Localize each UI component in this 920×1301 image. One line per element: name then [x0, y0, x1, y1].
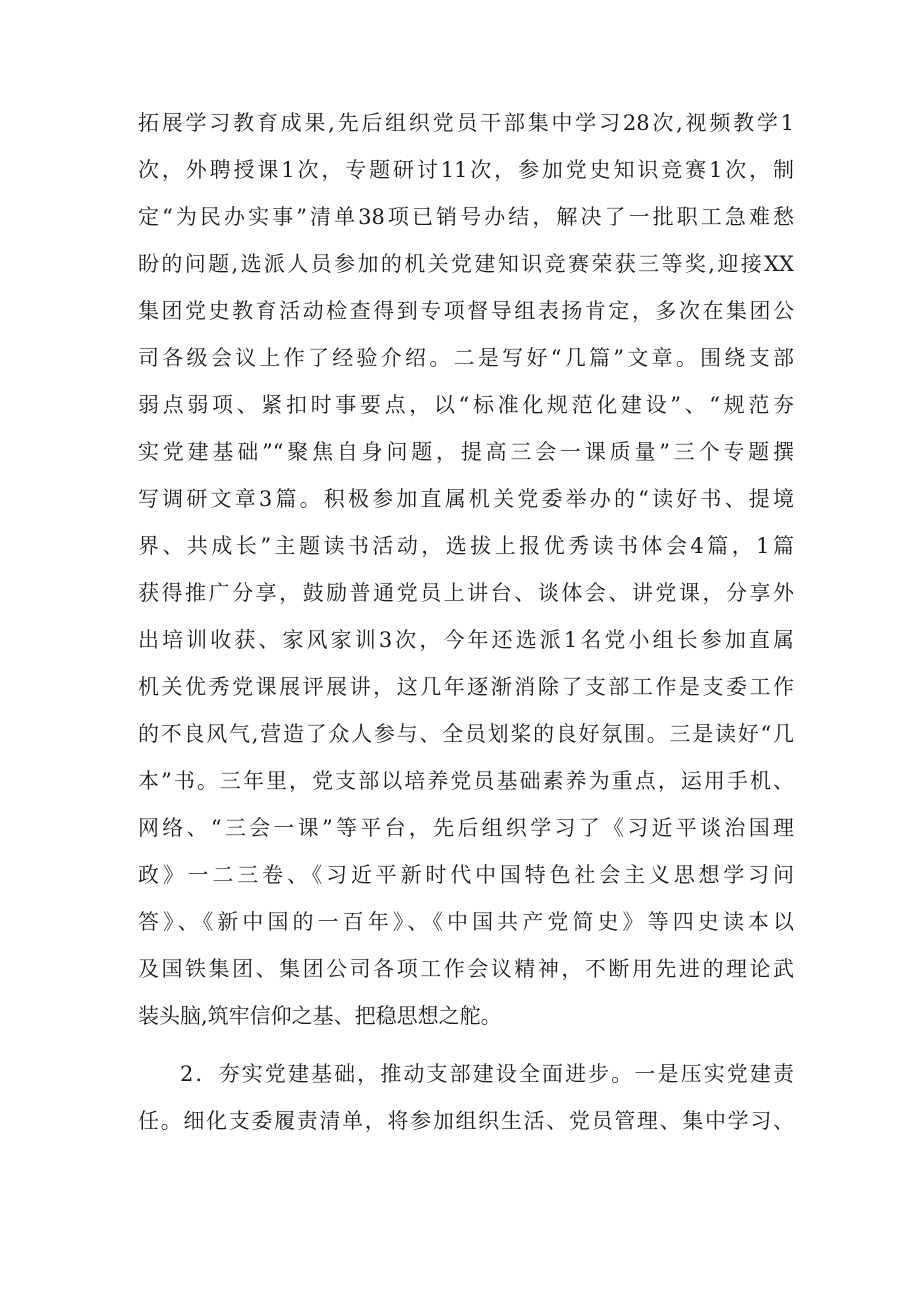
- paragraph-2-line-1: 2．夯实党建基础，推动支部建设全面进步。一是压实党建责: [180, 1062, 794, 1086]
- paragraph-1-line-2: 次，外聘授课1次，专题研讨11次，参加党史知识竞赛1次，制: [138, 158, 794, 182]
- paragraph-2-line-2: 任。细化支委履责清单，将参加组织生活、党员管理、集中学习、: [138, 1109, 794, 1133]
- paragraph-1-line-20: 装头脑,筑牢信仰之基、把稳思想之舵。: [138, 1004, 502, 1028]
- paragraph-1-line-5: 集团党史教育活动检查得到专项督导组表扬肯定，多次在集团公: [138, 299, 794, 323]
- paragraph-1-line-17: 政》一二三卷、《习近平新时代中国特色社会主义思想学习问: [138, 863, 794, 887]
- paragraph-1-line-15: 本”书。三年里，党支部以培养党员基础素养为重点，运用手机、: [138, 769, 794, 793]
- paragraph-1-line-1: 拓展学习教育成果,先后组织党员干部集中学习28次,视频教学1: [138, 111, 794, 135]
- paragraph-1-line-18: 答》、《新中国的一百年》、《中国共产党简史》等四史读本以: [138, 910, 794, 934]
- paragraph-1-line-3: 定“为民办实事”清单38项已销号办结，解决了一批职工急难愁: [138, 205, 794, 229]
- paragraph-1-line-13: 机关优秀党课展评展讲，这几年逐渐消除了支部工作是支委工作: [138, 675, 794, 699]
- paragraph-1-line-19: 及国铁集团、集团公司各项工作会议精神，不断用先进的理论武: [138, 957, 794, 981]
- paragraph-1-line-12: 出培训收获、家风家训3次，今年还选派1名党小组长参加直属: [138, 628, 794, 652]
- paragraph-1-line-4: 盼的问题,选派人员参加的机关党建知识竞赛荣获三等奖,迎接XX: [138, 252, 794, 276]
- paragraph-1-line-7: 弱点弱项、紧扣时事要点，以“标准化规范化建设”、“规范夯: [138, 393, 794, 417]
- paragraph-1-line-8: 实党建基础”“聚焦自身问题，提高三会一课质量”三个专题撰: [138, 440, 794, 464]
- paragraph-1-line-11: 获得推广分享，鼓励普通党员上讲台、谈体会、讲党课，分享外: [138, 581, 794, 605]
- paragraph-1-line-10: 界、共成长”主题读书活动，选拔上报优秀读书体会4篇，1篇: [138, 534, 794, 558]
- paragraph-1-line-14: 的不良风气,营造了众人参与、全员划桨的良好氛围。三是读好“几: [138, 722, 794, 746]
- paragraph-1-line-6: 司各级会议上作了经验介绍。二是写好“几篇”文章。围绕支部: [138, 346, 794, 370]
- paragraph-1-line-9: 写调研文章3篇。积极参加直属机关党委举办的“读好书、提境: [138, 487, 794, 511]
- paragraph-1-line-16: 网络、“三会一课”等平台，先后组织学习了《习近平谈治国理: [138, 816, 794, 840]
